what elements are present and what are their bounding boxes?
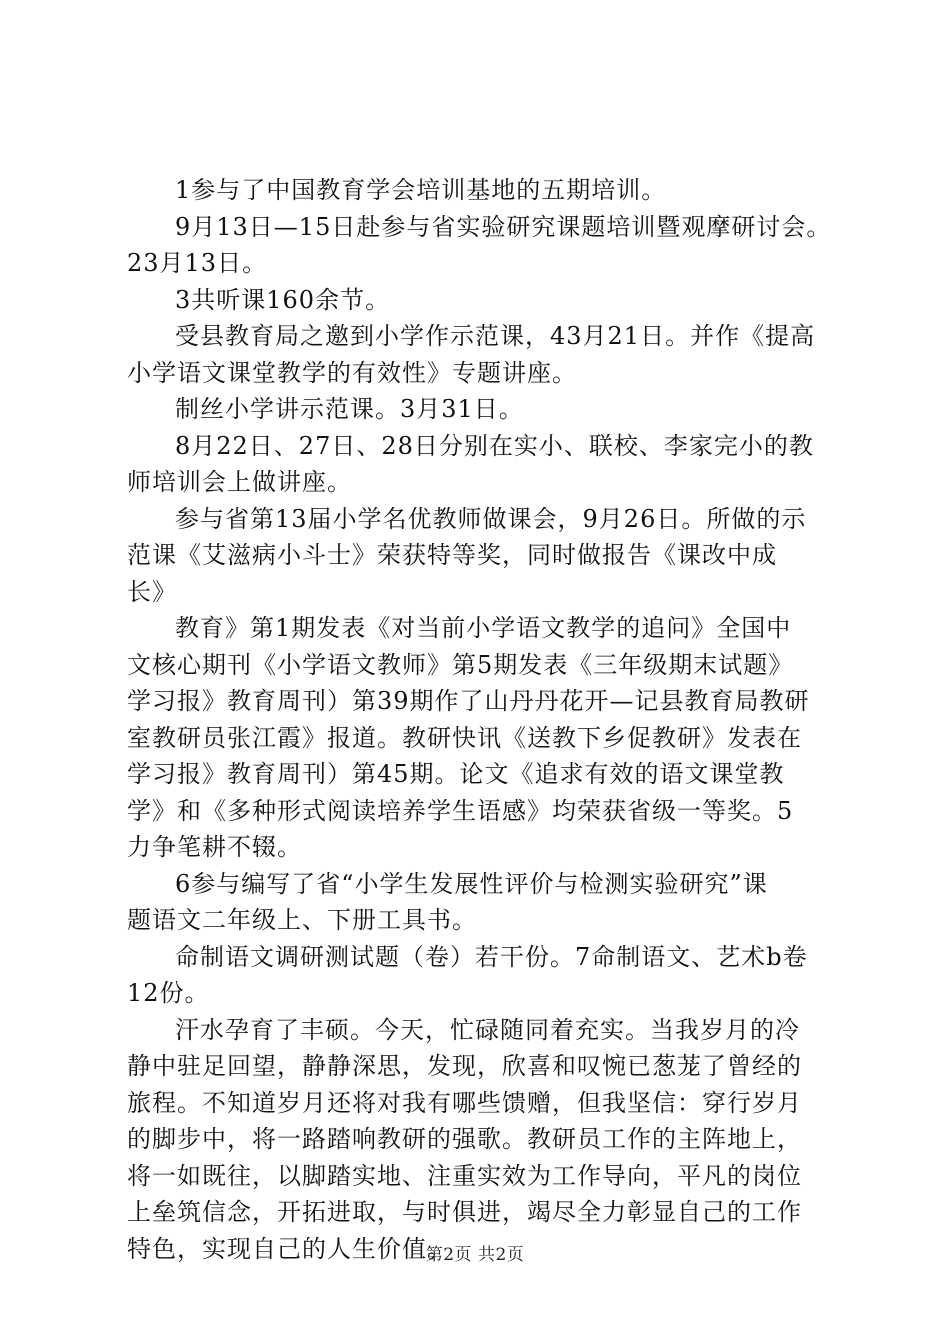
text-line: 3共听课160余节。 (175, 285, 391, 314)
text-line: 师培训会上做讲座。 (127, 468, 352, 496)
text-line: 参与省第13届小学名优教师做课会，9月26日。所做的示 (175, 504, 807, 533)
text-line: 8月22日、27日、28日分别在实小、联校、李家完小的教 (175, 431, 814, 460)
text-line: 静中驻足回望，静静深思，发现，欣喜和叹惋已葱茏了曾经的 (127, 1052, 802, 1080)
text-line: 学习报》教育周刊）第45期。论文《追求有效的语文课堂教 (127, 760, 785, 788)
text-line: 小学语文课堂教学的有效性》专题讲座。 (127, 358, 577, 387)
text-line: 汗水孕育了丰硕。今天，忙碌随同着充实。当我岁月的冷 (175, 1015, 800, 1044)
text-line: 受县教育局之邀到小学作示范课，43月21日。并作《提高 (175, 322, 816, 350)
text-line: 的脚步中，将一路踏响教研的强歌。教研员工作的主阵地上， (127, 1125, 802, 1153)
text-line: 力争笔耕不辍。 (127, 833, 302, 861)
text-line: 学》和《多种形式阅读培养学生语感》均荣获省级一等奖。5 (127, 796, 794, 825)
text-line: 9月13日—15日赴参与省实验研究课题培训暨观摩研讨会。 (175, 212, 832, 241)
text-line: 1参与了中国教育学会培训基地的五期培训。 (175, 176, 667, 204)
document-body (127, 172, 839, 1267)
text-line: 6参与编写了省“小学生发展性评价与检测实验研究”课 (175, 869, 768, 898)
text-line: 学习报》教育周刊）第39期作了山丹丹花开—记县教育局教研 (127, 687, 810, 715)
text-line: 制丝小学讲示范课。3月31日。 (175, 395, 524, 423)
text-line: 题语文二年级上、下册工具书。 (127, 906, 477, 934)
text-line: 旅程。不知道岁月还将对我有哪些馈赠，但我坚信：穿行岁月 (127, 1088, 802, 1117)
text-line: 范课《艾滋病小斗士》荣获特等奖，同时做报告《课改中成 (127, 541, 777, 569)
text-line: 特色，实现自己的人生价值。 (127, 1234, 452, 1263)
page-number-label: 第2页 共2页 (425, 1245, 525, 1265)
text-line: 教育》第1期发表《对当前小学语文教学的追问》全国中 (175, 614, 792, 642)
text-line: 长》 (127, 577, 177, 606)
text-line: 文核心期刊《小学语文教师》第5期发表《三年级期末试题》 (127, 650, 794, 679)
text-line: 23月13日。 (127, 249, 268, 277)
page-footer (0, 1244, 950, 1266)
text-line: 将一如既往，以脚踏实地、注重实效为工作导向，平凡的岗位 (127, 1161, 802, 1190)
text-line: 室教研员张江霞》报道。教研快讯《送教下乡促教研》发表在 (127, 723, 802, 752)
text-line: 上垒筑信念，开拓进取，与时俱进，竭尽全力彰显自己的工作 (127, 1198, 802, 1226)
text-line: 12份。 (127, 979, 210, 1007)
text-line: 命制语文调研测试题（卷）若干份。7命制语文、艺术b卷 (175, 942, 808, 971)
